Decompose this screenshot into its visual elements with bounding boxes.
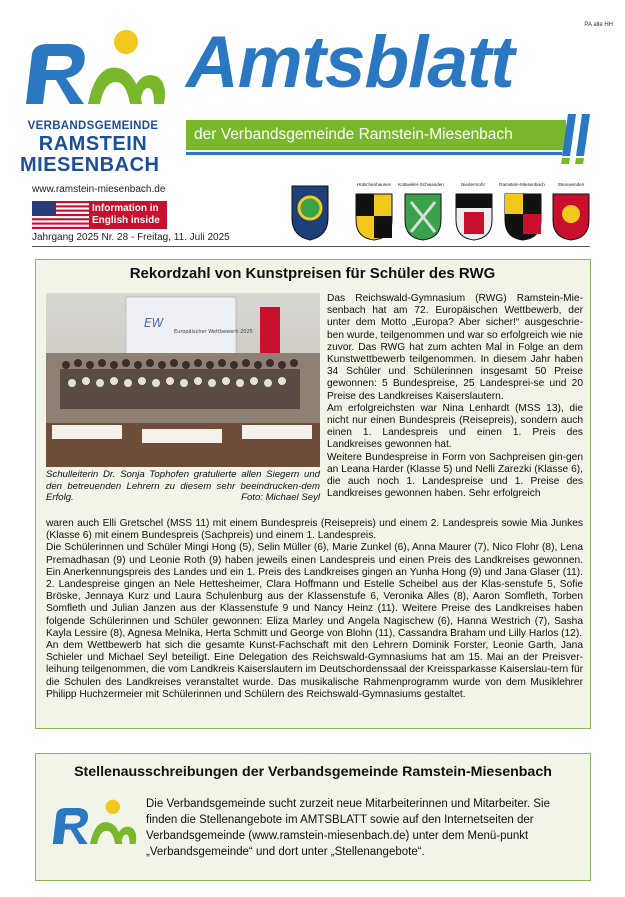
header-divider	[32, 246, 590, 247]
logo-line-3: MIESENBACH	[20, 154, 160, 176]
english-info-badge[interactable]: Information in English inside	[89, 201, 167, 229]
logo-line-2: RAMSTEIN	[38, 133, 148, 155]
article-paragraph-3: Weitere Bundespreise in Form von Sachpreisen gin-gen an Leana Harder (Klasse 5) und Nelli Zarezki (Klasse 6), die auch noch 1. Landespreise und 1. Preise des Landkreises gewonnen haben. Sehr erfolgreich	[327, 451, 583, 500]
us-flag-icon	[32, 201, 89, 229]
award-group-photo	[46, 293, 320, 467]
masthead-underline	[186, 152, 562, 155]
article-title: Rekordzahl von Kunstpreisen für Schüler des RWG	[129, 265, 496, 282]
masthead-subtitle: der Verbandsgemeinde Ramstein-Miesenbach	[186, 120, 566, 150]
distribution-note: PA alle HH	[584, 22, 613, 28]
article-paragraph-2: Am erfolgreichsten war Nina Lenhardt (MSS 13), die nicht nur einen Bundespreis (Reisepreis), sondern auch einen 1. Landespreis und einen 1. Preis des Landkreises gewonnen hat.	[327, 402, 583, 451]
article-paragraph-5: Die Schülerinnen und Schüler Mingi Hong (5), Selin Müller (6), Marie Zunkel (6), Anna Maurer (7), Nico Flohr (8), Lena Premadhasan (9) und Leonie Roth (9) haben jeweils einen Landespreis und einen Preis des Landkreises gewonnen. Ein Anerkennungspreis des Landes und ein 1. Preis des Landkreises gingen an Yunha Hong (9) und Jana Glaser (11). 2. Landespreise gingen an Nele Hettesheimer, Clara Hoffmann und Estelle Scheibel aus der Klas-senstufe 5, Sofie Bröske, Jennaya Kurz und Laura Schulenburg aus der Klassenstufe 6, Veronika Alles (8), Aaron Somfleth, Torben Somfleth und Julian Janzen aus der Klassenstufe 9 und Nancy Heinz (11). Weitere Preise des Landkreises haben folgende Schülerinnen und Schüler gewonnen: Eliza Marley und Angela Nagischew (6), Hanna Westrich (7), Sasha Kayla Lessire (8), Agnesa Melnika, Herta Schmitt und George von Blohn (11), Cassandra Braham und Lilly Harlos (12).	[46, 542, 583, 639]
crest-steinwenden-icon	[551, 192, 591, 242]
article-fullwidth-text	[46, 518, 583, 701]
masthead-slashes-icon	[560, 114, 600, 164]
jobs-text: Die Verbandsgemeinde sucht zurzeit neue Mitarbeiterinnen und Mitarbeiter. Sie finden die Stellenangebote im AMTSBLATT sowie auf den Internetseiten der Verbandsgemeinde (www.ramstein-miesenbach.de) unter dem Menü-punkt „Verbandsgemeinde“ und dort unter „Stellenangebote“.	[146, 798, 551, 858]
crest-label-niedermohr: Niedermohr	[461, 182, 485, 187]
crest-kottweiler-icon	[403, 192, 443, 242]
masthead-title: Amtsblatt	[186, 22, 514, 103]
svg-text:Europäischer Wettbewerb 2025: Europäischer Wettbewerb 2025	[174, 329, 253, 335]
article-paragraph-1: Das Reichswald-Gymnasium (RWG) Ramstein-Mie-senbach hat am 72. Europäischen Wettbewerb, der unter dem Motto „Europa? Aber sicher!“ ausgeschrie-ben wurde, teilgenommen und war so erfolgreich wie nie zuvor. Das RWG hat zum achten Mal in Folge an dem Kunstwettbewerb teilgenommen. In diesem Jahr haben 34 Schüler und Schülerinnen insgesamt 50 Preise gewonnen: 5 Bundespreise, 25 Landesprei-se und 20 Preise des Landkreises Kaiserslautern.	[327, 293, 583, 402]
jobs-title: Stellenausschreibungen der Verbandsgemeinde Ramstein-Miesenbach	[74, 764, 552, 780]
article-paragraph-4: waren auch Elli Gretschel (MSS 11) mit einem Bundespreis (Reisepreis) und einem 2. Landespreis sowie Mia Junkes (Klasse 6) mit einem Bundespreis (Sachpreis) und einem 1. Landespreis.	[46, 518, 583, 542]
crest-label-huetschenhausen: Hütschenhausen	[356, 182, 392, 187]
photo-credit: Foto: Michael Seyl	[241, 492, 320, 504]
crest-niedermohr-icon	[454, 192, 494, 242]
website-link[interactable]: www.ramstein-miesenbach.de	[32, 184, 166, 195]
crest-ramstein-icon	[503, 192, 543, 242]
rm-small-logo-icon	[48, 796, 138, 856]
logo-line-1: VERBANDSGEMEINDE	[27, 120, 159, 132]
article-column	[327, 293, 583, 500]
article-paragraph-6: An dem Wettbewerb hat sich die gesamte Kunst-Fachschaft mit den Lehrern Dominik Forster, Leonie Garth, Jana Schieler und Michael Seyl beteiligt. Eine Delegation des Reichswald-Gymnasiums hat am 15. Mai an der Preisver-leihung teilgenommen, die vom Landkreis Kaiserslautern im Deutschordenssaal der Kreissparkasse Kaiserslau-tern für die Schulen des Landkreises veranstaltet wurde. Das musikalische Rahmenprogramm wurde von dem Musiklehrer Philipp Huchzermeier mit Schülerinnen und Schülern des Reichswald-Gymnasiums gestaltet.	[46, 640, 583, 700]
photo-caption	[46, 469, 320, 504]
crest-label-kottweiler: Kottweiler-Schwanden	[398, 182, 444, 187]
rm-logo-icon	[18, 24, 168, 124]
issue-info: Jahrgang 2025 Nr. 28 - Freitag, 11. Juli 2025	[32, 232, 230, 243]
crest-huetschenhausen-icon	[354, 192, 394, 242]
vg-logo[interactable]	[18, 24, 168, 174]
crest-1-icon	[290, 182, 330, 242]
crest-label-steinwenden: Steinwenden	[557, 182, 585, 187]
crest-label-ramstein: Ramstein-Miesenbach	[499, 182, 545, 187]
caption-text: Schulleiterin Dr. Sonja Tophofen gratulierte allen Siegern und den betreuenden Lehrern zu diesem sehr beeindrucken-dem Erfolg.	[46, 469, 320, 504]
svg-text:EW: EW	[144, 316, 164, 330]
